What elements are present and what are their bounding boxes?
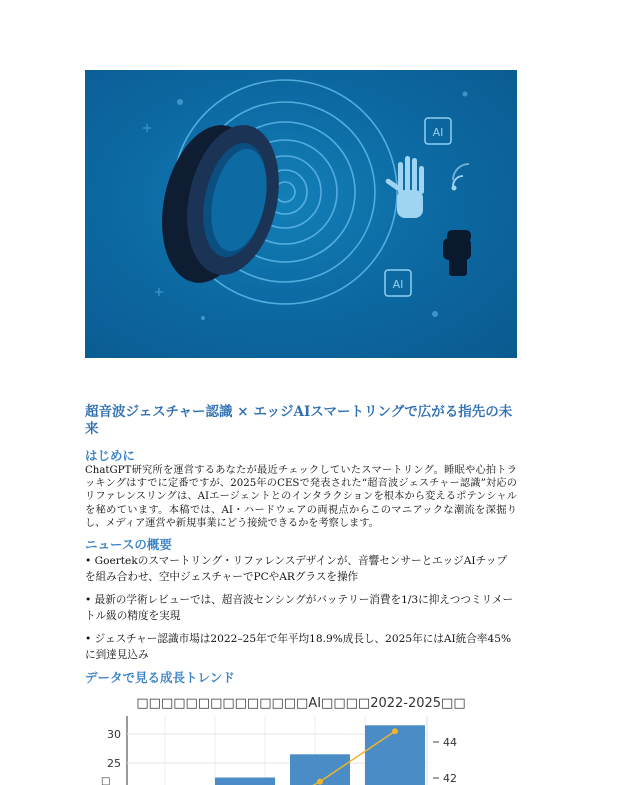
news-bullet-1: • Goertekのスマートリング・リファレンスデザインが、音響センサーとエッジAIチップを組み合わせ、空中ジェスチャーでPCやARグラスを操作 (85, 555, 508, 584)
right-tick-label: 42 (443, 772, 457, 785)
svg-text:AI: AI (392, 278, 404, 291)
news-bullet-2: • 最新の学術レビューでは、超音波センシングがバッテリー消費を1/3に抑えつつミリメートル級の精度を実現 (85, 594, 514, 623)
y-axis-label: □ (101, 776, 111, 785)
news-bullet-3: • ジェスチャー認識市場は2022–25年で年平均18.9%成長し、2025年にはAI統合率45%に到達見込み (85, 633, 512, 662)
decorative-plus (143, 124, 163, 296)
right-tick-label: 44 (443, 736, 457, 749)
article-body (85, 404, 517, 686)
left-tick-label: 25 (107, 757, 121, 770)
svg-text:AI: AI (432, 126, 444, 139)
ai-chip-icon (425, 118, 451, 144)
wifi-icon (452, 164, 469, 190)
line-series (165, 731, 395, 785)
chart-title: □□□□□□□□□□□□□□AI□□□□2022-2025□□ (136, 696, 466, 711)
article-title: 超音波ジェスチャー認識 × エッジAIスマートリングで広がる指先の未来 (85, 404, 513, 437)
intro-heading: はじめに (85, 448, 136, 463)
hero-illustration (85, 70, 517, 358)
news-heading: ニュースの概要 (85, 537, 172, 553)
hero-image (85, 70, 517, 358)
bar-2023 (215, 778, 275, 785)
fist-icon (443, 230, 471, 276)
line-point-2024 (317, 779, 323, 785)
left-tick-label: 30 (107, 728, 121, 741)
intro-paragraph: ChatGPT研究所を運営するあなたが最近チェックしていたスマートリング。睡眠や心拍トラッキングはすでに定番ですが、2025年のCESで発表された“超音波ジェスチャー認識”対応のリファレンスリングは、AIエージェントとのインタラクションを根本から変えるポテンシャルを秘めています。本稿では、AI・ハードウェアの両視点からこのマニアックな潮流を深掘りし、メディア運営や新規事業にどう接続できるかを考察します。 (85, 465, 517, 529)
data-heading: データで見る成長トレンド (85, 670, 235, 686)
growth-chart (85, 692, 517, 785)
ai-chip-icon-2 (385, 270, 411, 296)
open-hand-icon (385, 156, 424, 218)
line-point-2025 (392, 728, 398, 734)
bar-2025 (365, 725, 425, 785)
